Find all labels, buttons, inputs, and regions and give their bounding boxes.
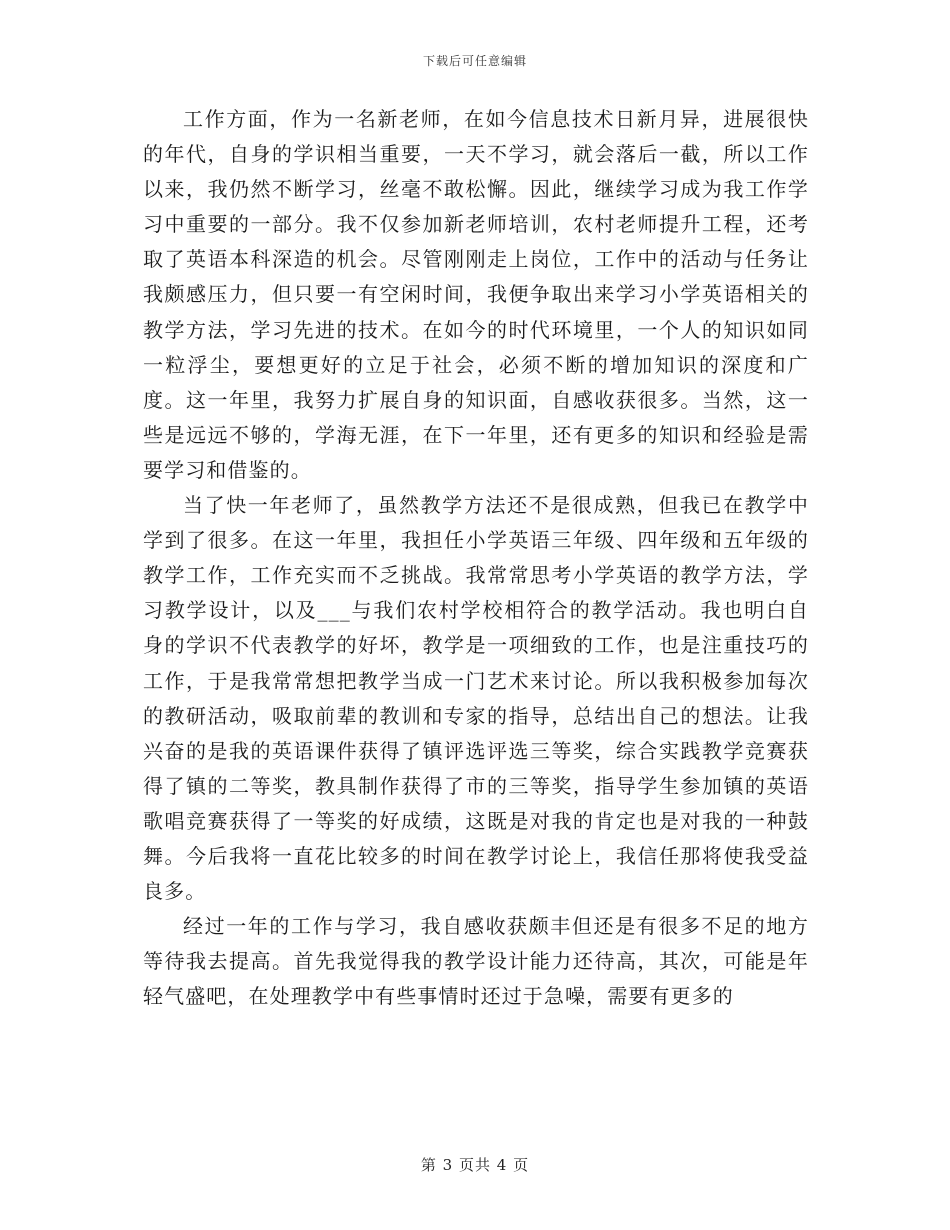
page-number: 第 3 页共 4 页: [420, 1156, 530, 1174]
paragraph-reflection: 经过一年的工作与学习，我自感收获颇丰但还是有很多不足的地方等待我去提高。首先我觉得我的教学设计能力还待高，其次，可能是年轻气盛吧，在处理教学中有些事情时还过于急噪，需要有更多的: [143, 914, 809, 1009]
paragraph-teaching: 当了快一年老师了，虽然教学方法还不是很成熟，但我已在教学中学到了很多。在这一年里，我担任小学英语三年级、四年级和五年级的教学工作，工作充实而不乏挑战。我常常思考小学英语的教学方法，学习教学设计，以及___与我们农村学校相符合的教学活动。我也明白自身的学识不代表教学的好坏，教学是一项细致的工作，也是注重技巧的工作，于是我常常想把教学当成一门艺术来讨论。所以我积极参加每次的教研活动，吸取前辈的教训和专家的指导，总结出自己的想法。让我兴奋的是我的英语课件获得了镇评选评选三等奖，综合实践教学竞赛获得了镇的二等奖，教具制作获得了市的三等奖，指导学生参加镇的英语歌唱竞赛获得了一等奖的好成绩，这既是对我的肯定也是对我的一种鼓舞。今后我将一直花比较多的时间在教学讨论上，我信任那将使我受益良多。: [143, 493, 809, 904]
page-header-note: 下载后可任意编辑: [422, 54, 527, 68]
document-body: [143, 102, 809, 1014]
paragraph-work: 工作方面，作为一名新老师，在如今信息技术日新月异，进展很快的年代，自身的学识相当重要，一天不学习，就会落后一截，所以工作以来，我仍然不断学习，丝毫不敢松懈。因此，继续学习成为我工作学习中重要的一部分。我不仅参加新老师培训，农村老师提升工程，还考取了英语本科深造的机会。尽管刚刚走上岗位，工作中的活动与任务让我颇感压力，但只要一有空闲时间，我便争取出来学习小学英语相关的教学方法，学习先进的技术。在如今的时代环境里，一个人的知识如同一粒浮尘，要想更好的立足于社会，必须不断的增加知识的深度和广度。这一年里，我努力扩展自身的知识面，自感收获很多。当然，这一些是远远不够的，学海无涯，在下一年里，还有更多的知识和经验是需要学习和借鉴的。: [143, 107, 809, 482]
